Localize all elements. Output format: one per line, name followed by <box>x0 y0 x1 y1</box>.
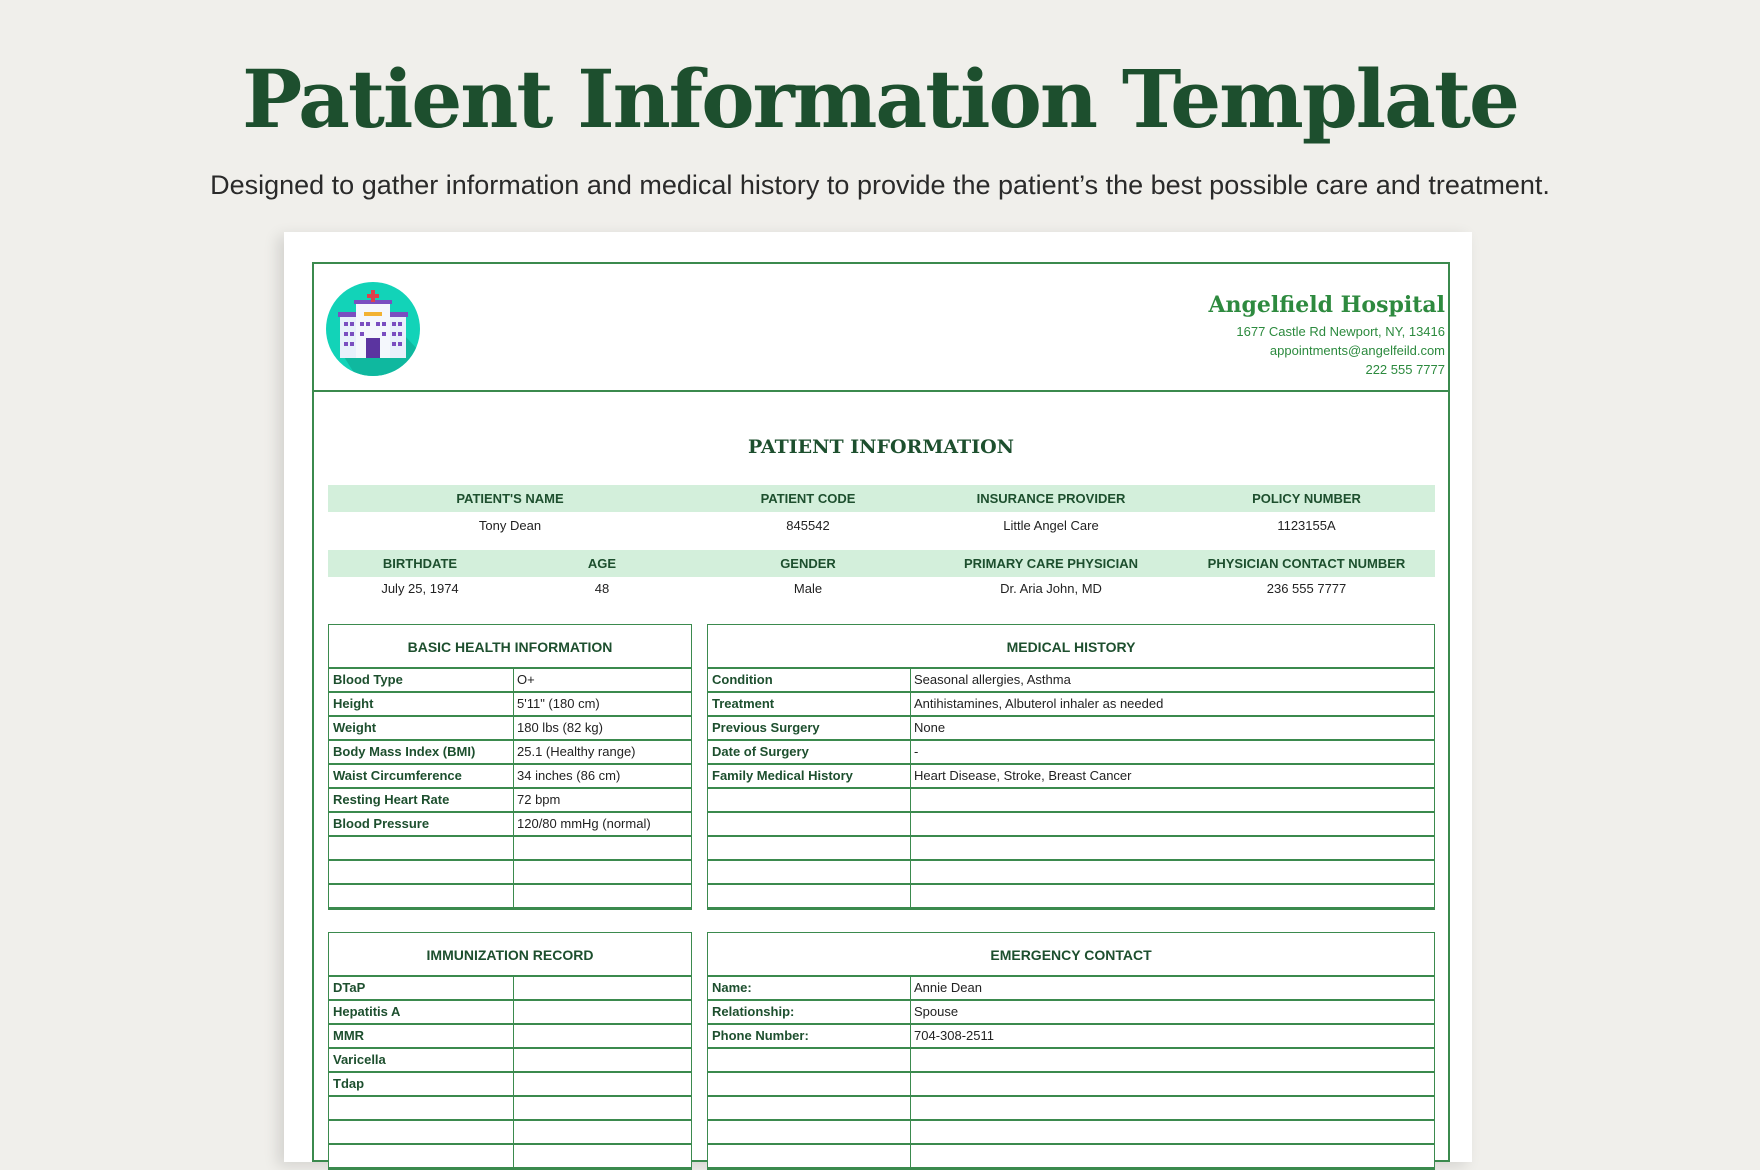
medical-history-table <box>707 624 1435 910</box>
row-label: Weight <box>329 717 514 739</box>
row-value[interactable]: Annie Dean <box>914 980 982 995</box>
table-row <box>329 885 691 909</box>
physician-contact-number[interactable]: 236 555 7777 <box>1266 581 1347 596</box>
hospital-phone: 222 555 7777 <box>1365 362 1445 377</box>
header-insurance-provider: INSURANCE PROVIDER <box>976 491 1126 506</box>
row-label <box>708 885 911 907</box>
table-row <box>708 693 1434 717</box>
row-value[interactable] <box>514 1001 691 1023</box>
table-row <box>329 717 691 741</box>
table-row <box>329 765 691 789</box>
row-label <box>329 837 514 859</box>
table-row <box>329 1025 691 1049</box>
header-policy-number: POLICY NUMBER <box>1252 491 1361 506</box>
table-row <box>708 977 1434 1001</box>
row-label <box>708 1049 911 1071</box>
row-label: Varicella <box>329 1049 514 1071</box>
table-row <box>708 1097 1434 1121</box>
header-primary-care-physician: PRIMARY CARE PHYSICIAN <box>963 556 1139 571</box>
header-physician-contact: PHYSICIAN CONTACT NUMBER <box>1207 556 1406 571</box>
basic-health-table <box>328 624 692 910</box>
row-value[interactable] <box>911 1049 1434 1071</box>
row-label: Family Medical History <box>708 765 911 787</box>
row-value[interactable]: 180 lbs (82 kg) <box>517 720 603 735</box>
row-label: Height <box>329 693 514 715</box>
immunization-table <box>328 932 692 1170</box>
table-row <box>329 1001 691 1025</box>
table-row <box>708 837 1434 861</box>
header-divider <box>312 390 1450 392</box>
row-value[interactable] <box>514 977 691 999</box>
row-label: Blood Type <box>329 669 514 691</box>
row-value[interactable] <box>911 789 1434 811</box>
info-value-row-1 <box>328 512 1435 539</box>
primary-care-physician[interactable]: Dr. Aria John, MD <box>1000 581 1102 596</box>
policy-number[interactable]: 1123155A <box>1277 518 1336 533</box>
row-label <box>329 861 514 883</box>
table-row <box>329 789 691 813</box>
row-value[interactable] <box>514 1097 691 1119</box>
row-label <box>708 1097 911 1119</box>
row-value[interactable] <box>911 813 1434 835</box>
row-label <box>708 789 911 811</box>
hospital-email: appointments@angelfeild.com <box>1269 343 1445 358</box>
table-title: MEDICAL HISTORY <box>708 625 1434 669</box>
row-label: Condition <box>708 669 911 691</box>
row-value[interactable]: 704-308-2511 <box>914 1028 994 1043</box>
row-label <box>708 1145 911 1167</box>
row-value[interactable] <box>514 885 691 907</box>
row-value[interactable]: 34 inches (86 cm) <box>517 768 621 783</box>
row-value[interactable]: 120/80 mmHg (normal) <box>517 816 651 831</box>
table-row <box>329 1121 691 1145</box>
table-title: IMMUNIZATION RECORD <box>329 933 691 977</box>
table-row <box>708 813 1434 837</box>
table-row <box>708 1001 1434 1025</box>
hospital-info <box>1208 292 1445 379</box>
info-value-row-2 <box>328 575 1435 602</box>
age[interactable]: 48 <box>594 581 610 596</box>
header-patient-code: PATIENT CODE <box>760 491 856 506</box>
table-row <box>329 669 691 693</box>
header-age: AGE <box>587 556 617 571</box>
row-label <box>329 1145 514 1167</box>
table-row <box>708 1145 1434 1169</box>
row-value[interactable] <box>514 1049 691 1071</box>
row-value[interactable] <box>514 1073 691 1095</box>
table-row <box>329 1145 691 1169</box>
table-row <box>708 741 1434 765</box>
table-row <box>708 885 1434 909</box>
row-label: Body Mass Index (BMI) <box>329 741 514 763</box>
row-value[interactable] <box>514 1025 691 1047</box>
row-label: Hepatitis A <box>329 1001 514 1023</box>
row-value[interactable]: O+ <box>517 672 535 687</box>
row-value[interactable] <box>911 1097 1434 1119</box>
row-label: Date of Surgery <box>708 741 911 763</box>
row-value[interactable] <box>911 861 1434 883</box>
table-row <box>708 1073 1434 1097</box>
gender[interactable]: Male <box>793 581 823 596</box>
row-label: Blood Pressure <box>329 813 514 835</box>
row-label: Resting Heart Rate <box>329 789 514 811</box>
row-label <box>708 861 911 883</box>
info-header-row-2 <box>328 550 1435 577</box>
row-value[interactable]: Spouse <box>914 1004 959 1019</box>
table-row <box>329 693 691 717</box>
table-title: EMERGENCY CONTACT <box>708 933 1434 977</box>
table-row <box>708 1025 1434 1049</box>
table-row <box>329 977 691 1001</box>
table-row <box>329 1073 691 1097</box>
header-patient-name: PATIENT'S NAME <box>456 491 564 506</box>
row-value[interactable]: - <box>914 744 919 759</box>
header-birthdate: BIRTHDATE <box>382 556 458 571</box>
row-label: Waist Circumference <box>329 765 514 787</box>
page-title: Patient Information Template <box>242 52 1518 146</box>
patient-code[interactable]: 845542 <box>786 518 830 533</box>
table-row <box>329 1097 691 1121</box>
table-row <box>329 813 691 837</box>
table-row <box>708 717 1434 741</box>
hospital-name: Angelfield Hospital <box>1208 292 1445 318</box>
row-label: DTaP <box>329 977 514 999</box>
row-value[interactable]: 72 bpm <box>517 792 561 807</box>
table-row <box>329 1049 691 1073</box>
patient-name[interactable]: Tony Dean <box>478 518 542 533</box>
insurance-provider[interactable]: Little Angel Care <box>1003 518 1099 533</box>
emergency-contact-table <box>707 932 1435 1170</box>
table-row <box>329 837 691 861</box>
table-row <box>708 789 1434 813</box>
table-row <box>708 765 1434 789</box>
row-label <box>708 813 911 835</box>
row-value[interactable] <box>911 837 1434 859</box>
section-title: PATIENT INFORMATION <box>748 436 1014 458</box>
row-value[interactable] <box>514 837 691 859</box>
table-row <box>708 1121 1434 1145</box>
hospital-address: 1677 Castle Rd Newport, NY, 13416 <box>1236 324 1445 339</box>
row-label: Treatment <box>708 693 911 715</box>
row-value[interactable]: 25.1 (Healthy range) <box>517 744 636 759</box>
row-value[interactable] <box>514 1145 691 1167</box>
row-label: Relationship: <box>708 1001 911 1023</box>
table-row <box>708 669 1434 693</box>
table-row <box>708 1049 1434 1073</box>
row-label: Tdap <box>329 1073 514 1095</box>
row-label: Previous Surgery <box>708 717 911 739</box>
row-value[interactable] <box>514 861 691 883</box>
row-label: Name: <box>708 977 911 999</box>
row-value[interactable] <box>911 1073 1434 1095</box>
row-label <box>708 1073 911 1095</box>
hospital-logo-icon <box>326 282 420 376</box>
table-row <box>329 861 691 885</box>
header-gender: GENDER <box>780 556 836 571</box>
row-label <box>708 837 911 859</box>
page-subtitle: Designed to gather information and medical history to provide the patient’s the best possible care and treatment. <box>210 170 1550 200</box>
table-row <box>329 741 691 765</box>
row-value[interactable]: None <box>914 720 946 735</box>
table-row <box>708 861 1434 885</box>
row-value[interactable]: 5'11" (180 cm) <box>517 696 600 711</box>
row-value[interactable]: Antihistamines, Albuterol inhaler as needed <box>914 696 1164 711</box>
row-label: Phone Number: <box>708 1025 911 1047</box>
birthdate[interactable]: July 25, 1974 <box>381 581 459 596</box>
row-label <box>329 1097 514 1119</box>
row-value[interactable] <box>911 885 1434 907</box>
row-value[interactable]: Heart Disease, Stroke, Breast Cancer <box>914 768 1132 783</box>
row-label <box>329 885 514 907</box>
info-header-row-1 <box>328 485 1435 512</box>
row-value[interactable]: Seasonal allergies, Asthma <box>914 672 1071 687</box>
table-title: BASIC HEALTH INFORMATION <box>329 625 691 669</box>
row-value[interactable] <box>911 1145 1434 1167</box>
row-label: MMR <box>329 1025 514 1047</box>
